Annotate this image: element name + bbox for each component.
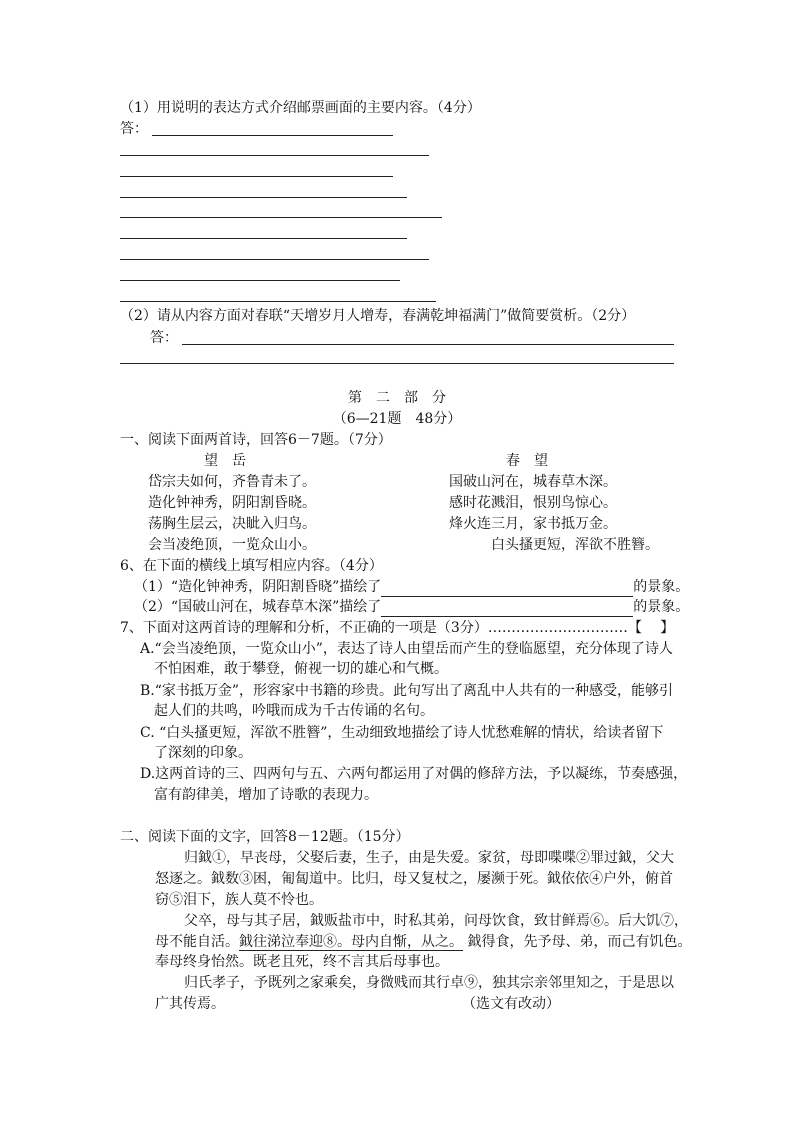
poem2-line: 白头搔更短，浑欲不胜簪。 — [491, 537, 659, 553]
q2-answer-label: 答： — [150, 330, 178, 346]
section1-heading: 一、阅读下面两首诗，回答6－7题。（7分） — [120, 432, 392, 448]
passage-line: 怒逐之。鉞数③困，匍匐道中。比归，母又复杖之，屡濒于死。鉞依依④户外，俯首 — [155, 871, 673, 887]
passage-line: 归氏孝子，予既列之家乘矣，身微贱而其行卓⑨，独其宗亲邻里知之，于是思以 — [184, 975, 674, 991]
answer-line[interactable] — [182, 344, 674, 345]
q7-option-d: D.这两首诗的三、四两句与五、六两句都运用了对偶的修辞方法，予以凝练，节奏感强， — [140, 766, 688, 782]
answer-line[interactable] — [120, 280, 400, 281]
answer-line[interactable] — [152, 135, 393, 136]
passage-text: 母不能自活。 — [155, 934, 239, 950]
poem1-line: 造化钟神秀，阴阳割昏晓。 — [148, 495, 316, 511]
answer-line[interactable] — [120, 217, 442, 218]
answer-line[interactable] — [120, 176, 393, 177]
fill-blank[interactable] — [381, 578, 633, 597]
passage-line: 归鉞①，早丧母，父娶后妻，生子，由是失爱。家贫，母即喋喋②罪过鉞，父大 — [184, 850, 674, 866]
q7-option-d-cont: 富有韵律美，增加了诗歌的表现力。 — [154, 787, 378, 803]
section2-heading: 二、阅读下面的文字，回答8－12题。（15分） — [120, 829, 410, 845]
poem2-line: 国破山河在，城春草木深。 — [449, 474, 617, 490]
q6-item-post: 的景象。 — [633, 599, 690, 615]
q1-prompt: （1）用说明的表达方式介绍邮票画面的主要内容。（4分） — [120, 100, 481, 116]
poem1-line: 岱宗夫如何，齐鲁青未了。 — [148, 474, 316, 490]
answer-line[interactable] — [120, 363, 674, 364]
q7-option-c: C. “白头搔更短，浑欲不胜簪”，生动细致地描绘了诗人忧愁难解的情状，给读者留下 — [140, 725, 664, 741]
answer-line[interactable] — [120, 259, 429, 260]
q2-prompt: （2）请从内容方面对春联“天增岁月人增寿，春满乾坤福满门”做简要赏析。（2分） — [120, 308, 636, 324]
q7-option-b-cont: 起人们的共鸣，吟哦而成为千古传诵的名句。 — [154, 703, 434, 719]
q7-option-a-cont: 不怕困难，敢于攀登，俯视一切的雄心和气概。 — [154, 661, 448, 677]
underlined-sentence: 鉞往涕泣奉迎⑧。母内自惭，从之。 — [239, 934, 463, 950]
q6-item-1 — [134, 578, 689, 597]
poem2-line: 烽火连三月，家书抵万金。 — [449, 516, 617, 532]
answer-line[interactable] — [120, 238, 407, 239]
passage-line — [155, 933, 691, 951]
answer-line[interactable] — [120, 155, 429, 156]
q6-item-pre: （2）“国破山河在，城春草木深”描绘了 — [134, 599, 382, 615]
passage-line: 广其传焉。 — [155, 996, 225, 1012]
passage-line: 窃⑤泪下，族人莫不怜也。 — [155, 892, 323, 908]
q6-prompt: 6、在下面的横线上填写相应内容。（4分） — [120, 558, 383, 574]
poem2-line: 感时花溅泪，恨别鸟惊心。 — [449, 495, 617, 511]
q7-option-c-cont: 了深刻的印象。 — [154, 745, 252, 761]
poem2-title: 春 望 — [506, 453, 548, 469]
poem1-line: 荡胸生层云，决眦入归鸟。 — [148, 516, 316, 532]
source-note: （选文有改动） — [462, 996, 560, 1012]
fill-blank[interactable] — [381, 598, 633, 617]
part2-title: 第 二 部 分 — [348, 390, 446, 406]
q7-option-a: A.“会当凌绝顶，一览众山小”，表达了诗人由望岳而产生的登临愿望，充分体现了诗人 — [140, 641, 673, 657]
q6-item-post: 的景象。 — [633, 579, 690, 595]
poem1-line: 会当凌绝顶，一览众山小。 — [148, 537, 316, 553]
passage-text: 鉞得食，先予母、弟，而己有饥色。 — [463, 934, 692, 950]
q7-prompt: 7、下面对这两首诗的理解和分析，不正确的一项是（3分）…………………………【 】 — [120, 620, 675, 636]
poem1-title: 望 岳 — [204, 453, 246, 469]
q6-item-pre: （1）“造化钟神秀，阴阳割昏晓”描绘了 — [134, 579, 382, 595]
q1-answer-label: 答： — [120, 121, 148, 137]
part2-subtitle: （6—21题 48分） — [332, 411, 462, 427]
passage-line: 奉母终身怡然。既老且死，终不言其后母事也。 — [155, 954, 449, 970]
passage-line: 父卒，母与其子居，鉞贩盐市中，时私其弟，问母饮食，致甘鲜焉⑥。后大饥⑦， — [184, 913, 688, 929]
q6-item-2 — [134, 598, 689, 617]
answer-line[interactable] — [120, 197, 407, 198]
answer-line[interactable] — [120, 301, 436, 302]
q7-option-b: B.“家书抵万金”，形容家中书籍的珍贵。此句写出了离乱中人共有的一种感受，能够引 — [140, 683, 674, 699]
